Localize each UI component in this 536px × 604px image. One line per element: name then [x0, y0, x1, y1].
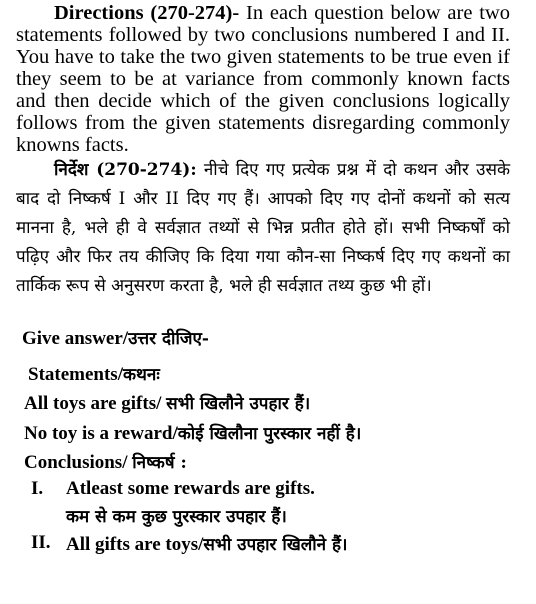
give-answer-line: [22, 326, 209, 350]
conclusions-heading-en: Conclusions/: [24, 452, 133, 473]
statement-2-hi: कोई खिलौना पुरस्कार नहीं है।: [177, 424, 362, 444]
conclusion-2: [66, 532, 348, 556]
statements-heading: [28, 362, 160, 386]
directions-hindi-text: नीचे दिए गए प्रत्येक प्रश्न में दो कथन और उसके बाद दो निष्कर्ष I और II दिए गए हैं। आपको दिए गए दोनों कथनों को सत्य मानना है, भले ही वे सर्वज्ञात तथ्यों से भिन्न प्रतीत होते हों। सभी निष्कर्षों को पढ़िए और फिर तय कीजिए कि दिया गया कौन-सा निष्कर्ष दिए गए कथनों का तार्किक रूप से अनुसरण करता है, भले ही सर्वज्ञात तथ्य कुछ भी हों।: [16, 160, 511, 296]
conclusion-1-en: Atleast some rewards are gifts.: [66, 478, 315, 499]
conclusion-2-number: II.: [31, 532, 51, 553]
statements-heading-hi: कथनः: [122, 365, 160, 385]
give-answer-hi: उत्तर दीजिए-: [128, 329, 209, 349]
conclusions-heading-hi: निष्कर्ष :: [132, 453, 187, 473]
conclusion-1-hi-text: कम से कम कुछ पुरस्कार उपहार हैं।: [66, 507, 287, 527]
statement-2-en: No toy is a reward/: [24, 423, 178, 444]
directions-label: Directions (270-274)-: [54, 2, 240, 24]
conclusion-1-hi: [66, 504, 287, 528]
give-answer-en: Give answer/: [22, 328, 129, 349]
statement-1-en: All toys are gifts/: [24, 393, 167, 414]
statement-2: [24, 421, 361, 445]
statement-1-hi: सभी खिलौने उपहार हैं।: [166, 394, 311, 414]
statements-heading-en: Statements/: [28, 364, 123, 385]
conclusion-2-en: All gifts are toys/: [66, 534, 204, 555]
conclusion-2-hi: सभी उपहार खिलौने हैं।: [203, 535, 348, 555]
conclusion-1-number: I.: [31, 478, 44, 499]
directions-hindi-paragraph: [16, 156, 510, 301]
directions-paragraph: [16, 2, 510, 156]
directions-text: In each question below are two statements followed by two conclusions numbered I and II. You have to take the two given statements to be true even if they seem to be at variance from commonly known facts and then decide which of the given conclusions logically follows from the given statements disregarding commonly knowns facts.: [16, 2, 511, 156]
conclusions-heading: [24, 450, 187, 474]
statement-1: [24, 391, 310, 415]
directions-hindi-label: निर्देश (270-274):: [54, 160, 197, 180]
